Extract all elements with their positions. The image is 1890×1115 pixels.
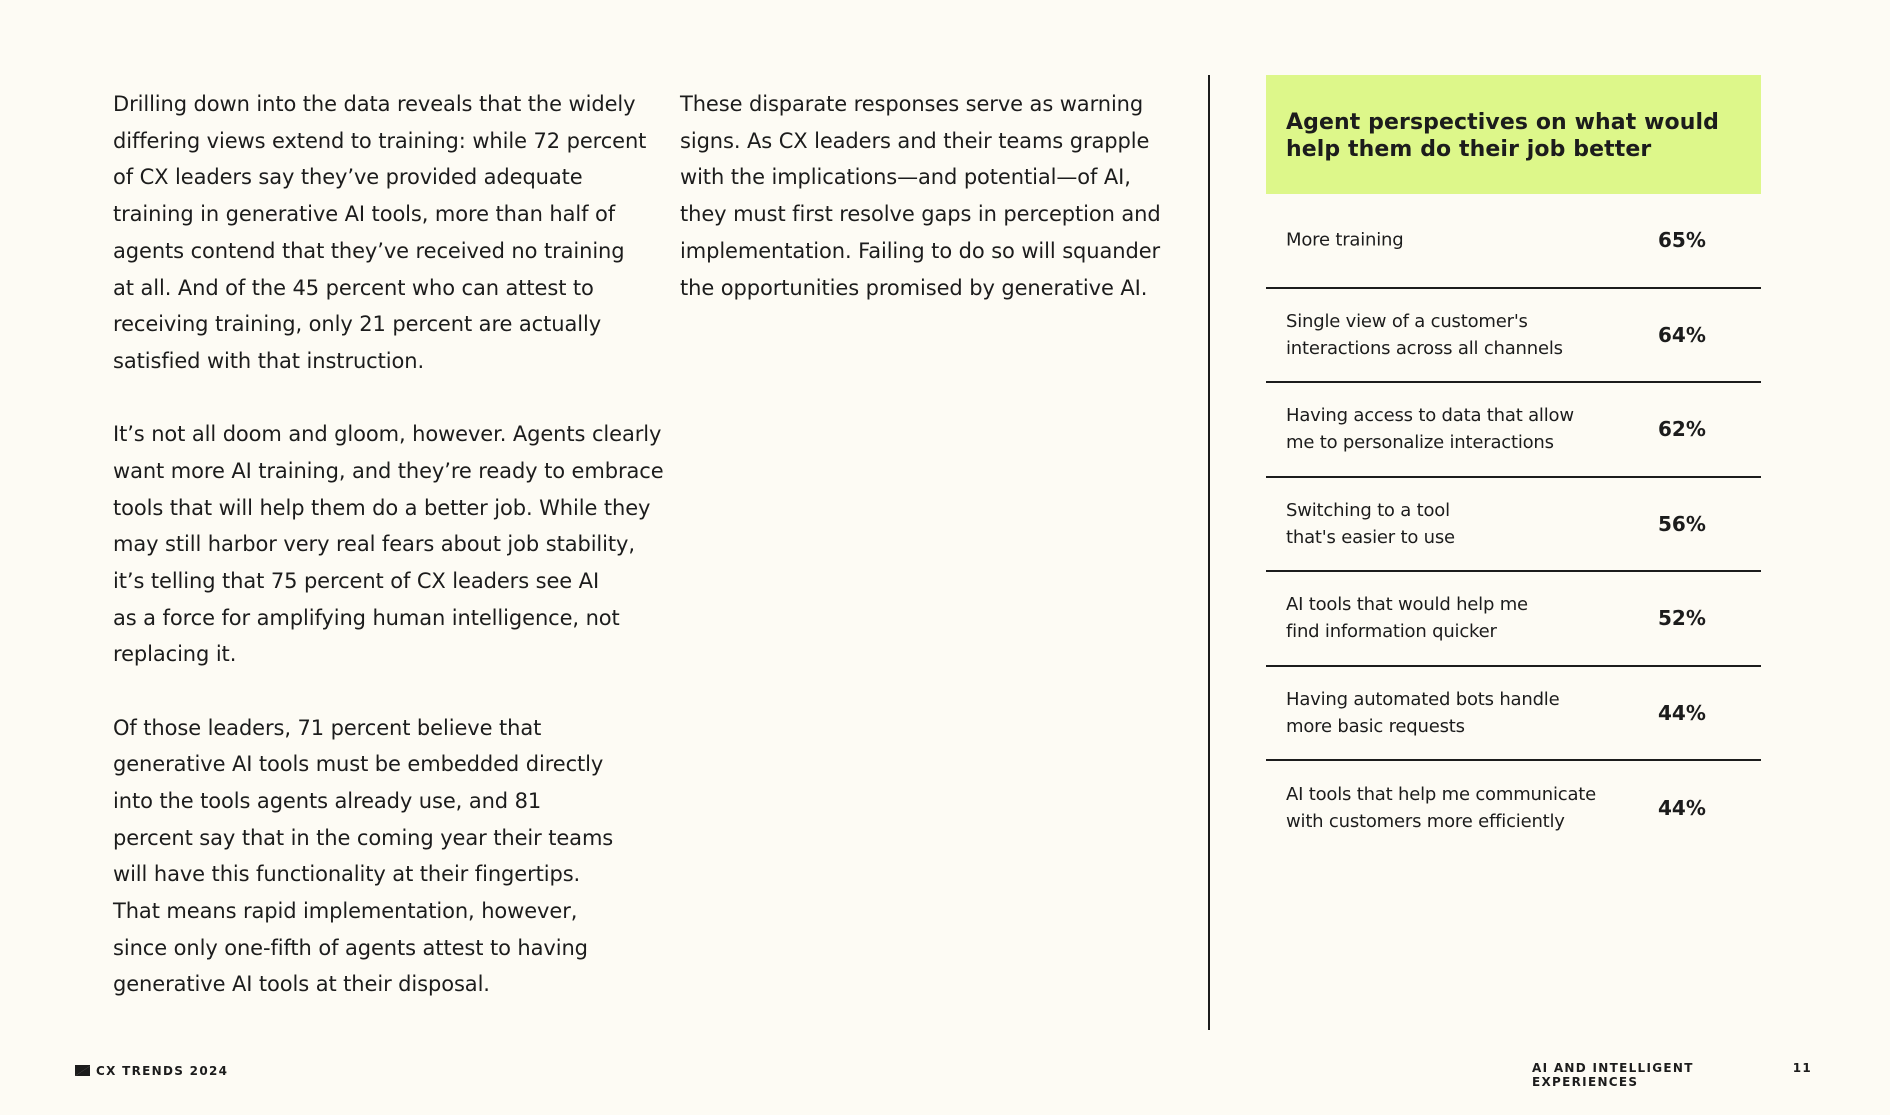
paragraph: Drilling down into the data reveals that the widely differing views extend to training: while 72 percent of CX leaders say they’ve provided adequate training in generative AI tools, more than half of agents contend that they’ve received no training at all. And of the 45 percent who can attest to receiving training, only 21 percent are actually satisfied with that instruction.: [113, 92, 647, 373]
sidebar-header: [1266, 75, 1761, 194]
stat-value: 56%: [1658, 511, 1706, 536]
section-name: AI AND INTELLIGENT EXPERIENCES: [1532, 1061, 1694, 1089]
vertical-divider: [1208, 75, 1210, 1030]
stat-row: [1266, 478, 1761, 573]
report-name: CX TRENDS 2024: [96, 1063, 229, 1078]
paragraph: Of those leaders, 71 percent believe that generative AI tools must be embedded directly into the tools agents already use, and 81 percent say that in the coming year their teams will have this functionality at their fingertips. That means rapid implementation, however, since only one-fifth of agents attest to having generative AI tools at their disposal.: [113, 715, 614, 997]
paragraph: It’s not all doom and gloom, however. Agents clearly want more AI training, and they’re ready to embrace tools that will help them do a better job. While they may still harbor very real fears about job stability, it’s telling that 75 percent of CX leaders see AI as a force for amplifying human intelligence, not replacing it.: [113, 422, 664, 667]
stat-label: Having automated bots handle more basic requests: [1286, 688, 1560, 737]
zendesk-logo-icon: [75, 1061, 90, 1080]
stat-row: [1266, 194, 1761, 289]
left-text-column: [113, 86, 673, 1040]
sidebar-title: Agent perspectives on what would help them do their job better: [1286, 110, 1719, 162]
stats-sidebar: [1266, 75, 1761, 856]
stat-value: 65%: [1658, 228, 1706, 253]
paragraph: These disparate responses serve as warning signs. As CX leaders and their teams grapple with the implications—and potential—of AI, they must first resolve gaps in perception and implementation. Failing to do so will squander the opportunities promised by generative AI.: [680, 92, 1161, 300]
footer-meta: [1532, 1061, 1812, 1089]
stat-label: AI tools that help me communicate with customers more efficiently: [1286, 784, 1597, 833]
stat-label: Single view of a customer's interactions across all channels: [1286, 310, 1563, 359]
middle-text-column: [680, 86, 1200, 343]
stat-label: AI tools that would help me find information quicker: [1286, 594, 1528, 643]
stat-label: Having access to data that allow me to personalize interactions: [1286, 405, 1574, 454]
stat-value: 44%: [1658, 700, 1706, 725]
stats-list: [1266, 194, 1761, 856]
stat-row: [1266, 572, 1761, 667]
stat-row: [1266, 761, 1761, 856]
stat-value: 62%: [1658, 417, 1706, 442]
stat-row: [1266, 289, 1761, 384]
stat-label: Switching to a tool that's easier to use: [1286, 499, 1455, 548]
stat-row: [1266, 383, 1761, 478]
stat-label: More training: [1286, 229, 1404, 251]
stat-value: 44%: [1658, 796, 1706, 821]
stat-row: [1266, 667, 1761, 762]
stat-value: 52%: [1658, 606, 1706, 631]
page-number: 11: [1792, 1061, 1812, 1075]
stat-value: 64%: [1658, 322, 1706, 347]
footer-brand: [75, 1061, 228, 1080]
